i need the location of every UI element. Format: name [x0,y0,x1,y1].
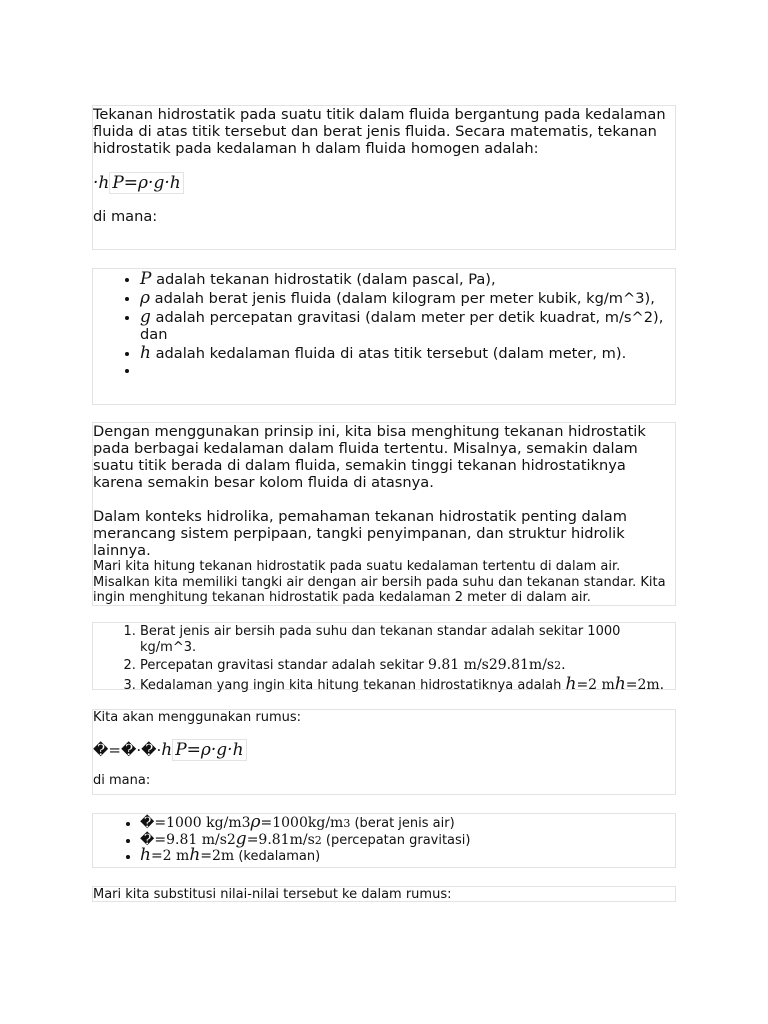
list-item [140,271,675,288]
step-math: =2m. [625,676,665,693]
value-desc: (kedalaman) [234,849,321,864]
value-math: =1000kg/m [260,815,344,831]
value-symbol: h [189,845,201,865]
explanation-paragraph-1: Dengan menggunakan prinsip ini, kita bisa menghitung tekanan hidrostatik pada berbagai kedalaman dalam fluida tertentu. Misalnya, semakin dalam suatu titik berada di dalam fluida, semakin tinggi tekanan hidrostatiknya karena semakin besar kolom fluida di atasnya. [93,423,646,491]
var-symbol: P [140,269,152,289]
value-sub: 2 [314,833,322,847]
var-symbol: ρ [140,288,150,308]
list-item-empty [140,362,675,380]
list-item [140,345,675,362]
values-section [92,813,676,868]
step-text: Kedalaman yang ingin kita hitung tekanan hidrostatiknya adalah [140,677,566,693]
value-math: =2 m [150,848,190,864]
value-math: �=1000 kg/m3 [140,815,251,831]
list-item [140,845,675,865]
hydrostatic-formula: P=ρ·g·h [109,172,183,194]
value-math: =2m [200,848,235,864]
formula-section [92,709,676,795]
list-item: 1. Berat jenis air bersih pada suhu dan tekanan standar adalah sekitar 1000 kg/m^3. [140,624,675,655]
var-desc: adalah tekanan hidrostatik (dalam pascal, Pa), [151,271,496,288]
dimana-label-2: di mana: [93,772,151,788]
list-item [140,812,675,832]
step-text: Percepatan gravitasi standar adalah sekitar [140,658,429,673]
formula-line-2 [93,739,675,761]
explanation-paragraph-2: Dalam konteks hidrolika, pemahaman tekanan hidrostatik penting dalam merancang sistem perpipaan, tangki penyimpanan, dan struktur hidrolik lainnya. [93,508,627,559]
list-item [140,828,675,849]
step-math: 9.81 m/s29.81m/s [428,657,555,673]
formula-intro: Kita akan menggunakan rumus: [93,710,302,725]
var-symbol: h [140,343,151,363]
explanation-section [92,422,676,606]
step-math-sub: 2 [554,659,562,672]
value-desc: (berat jenis air) [350,816,455,831]
value-sub: 3 [343,817,351,830]
list-item [140,290,675,307]
hydrostatic-formula-2: P=ρ·g·h [172,739,246,761]
value-symbol: g [235,828,247,849]
step-math: =2 m [576,676,615,693]
formula-prefix-h: h [161,739,173,760]
variables-section [92,268,676,405]
intro-paragraph: Tekanan hidrostatik pada suatu titik dalam fluida bergantung pada kedalaman fluida di atas titik tersebut dan berat jenis fluida. Secara matematis, tekanan hidrostatik pada kedalaman h dalam fluida homogen adalah: [93,106,666,157]
value-math: �=9.81 m/s2 [140,831,236,848]
values-list [93,812,675,865]
formula-line [93,172,675,194]
value-math: =9.81m/s [246,831,315,848]
var-symbol: g [140,307,151,327]
steps-section [92,622,676,694]
list-item [140,673,675,694]
step-symbol: h [565,673,577,694]
list-item [140,658,675,674]
closing-section [92,886,676,902]
variables-list [93,271,675,380]
var-desc: adalah percepatan gravitasi (dalam meter per detik kuadrat, m/s^2), dan [140,309,664,343]
var-desc: adalah kedalaman fluida di atas titik tersebut (dalam meter, m). [150,345,627,362]
var-desc: adalah berat jenis fluida (dalam kilogram per meter kubik, kg/m^3), [150,290,655,307]
explanation-paragraph-3: Mari kita hitung tekanan hidrostatik pada suatu kedalaman tertentu di dalam air. Misalkan kita memiliki tangki air dengan air bersih pada suhu dan tekanan standar. Kita ingin menghitung tekanan hidrostatik pada kedalaman 2 meter di dalam air. [93,559,666,605]
value-symbol: h [140,845,151,865]
formula-prefix: ·h [93,173,110,193]
intro-section [92,105,676,250]
formula-prefix: �=�·�· [93,740,162,759]
value-symbol: ρ [250,812,261,832]
closing-text: Mari kita substitusi nilai-nilai tersebut ke dalam rumus: [93,887,452,902]
dimana-label: di mana: [93,208,158,225]
step-end: . [561,657,566,673]
step-symbol: h [614,673,626,694]
steps-list [93,624,675,693]
value-desc: (percepatan gravitasi) [321,832,471,848]
list-item [140,309,675,343]
